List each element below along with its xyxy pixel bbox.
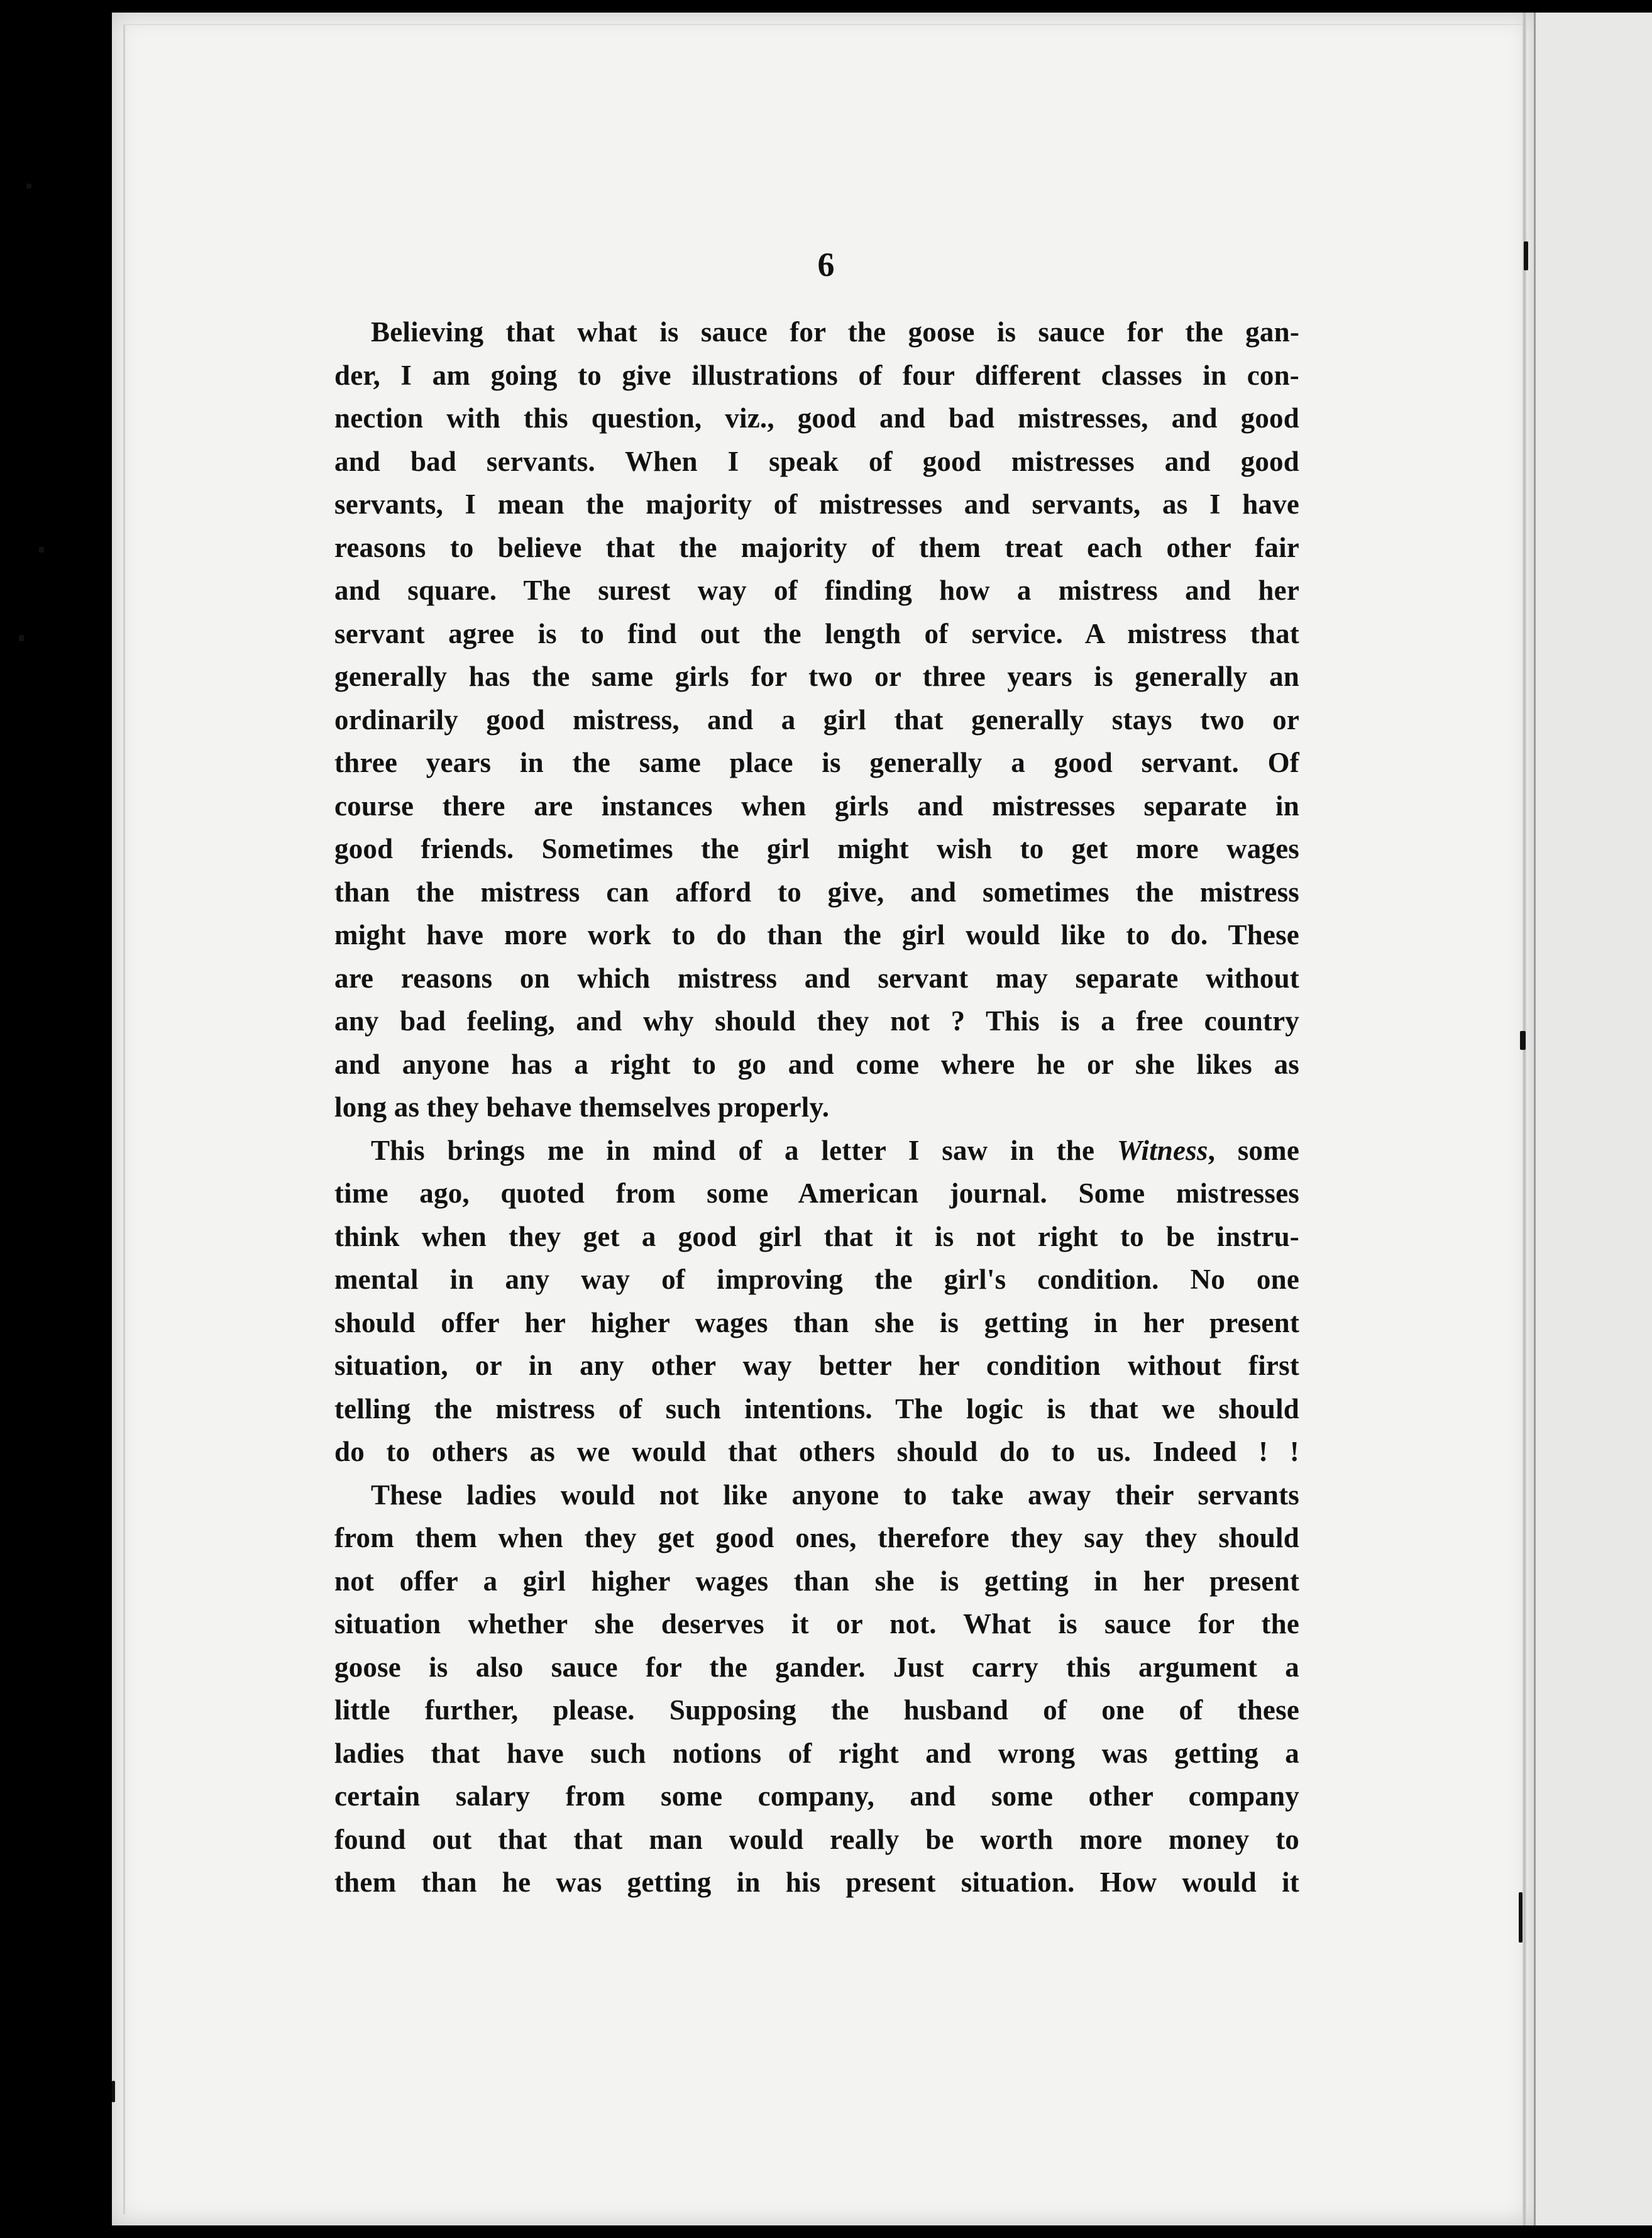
text-line: good friends. Sometimes the girl might wish to get more wages [334,833,1299,864]
paragraph-2 [334,1129,1299,1474]
text-line: ladies that have such notions of right and wrong was getting a [334,1737,1299,1769]
scan-speck [1520,1031,1526,1050]
text-line: telling the mistress of such intentions. The logic is that we should [334,1392,1299,1425]
text-line: servant agree is to find out the length of service. A mistress that [334,617,1299,649]
text-line: and square. The surest way of finding how a mistress and her [334,575,1299,606]
text-line: not offer a girl higher wages than she is getting in her present [334,1565,1299,1597]
text-line [334,1129,1299,1172]
text-line: might have more work to do than the girl would like to do. These [334,919,1299,951]
text-line: course there are instances when girls and mistresses separate in [334,790,1299,822]
text-line: little further, please. Supposing the husband of one of these [334,1694,1299,1726]
text-segment: This brings me in mind of a letter I saw in the [371,1134,1117,1166]
text-line: than the mistress can afford to give, and sometimes the mistress [334,876,1299,908]
scan-speck [112,2081,115,2102]
text-line: reasons to believe that the majority of them treat each other fair [334,531,1299,563]
newspaper-title: Witness [1116,1134,1208,1166]
scan-speck [26,184,31,189]
text-line: time ago, quoted from some American journal. Some mistresses [334,1177,1299,1209]
text-line: from them when they get good ones, therefore they say they should [334,1522,1299,1553]
page-fold [1523,13,1526,2225]
text-line: goose is also sauce for the gander. Just carry this argument a [334,1651,1299,1683]
text-line: and anyone has a right to go and come where he or she likes as [334,1048,1299,1080]
paragraph-1 [334,311,1299,1129]
text-line: situation, or in any other way better her condition without first [334,1350,1299,1381]
text-line: der, I am going to give illustrations of four different classes in con- [334,359,1299,391]
scan-speck [19,635,24,641]
scan-speck [39,547,44,553]
body-text [334,311,1299,1904]
text-line: nection with this question, viz., good and bad mistresses, and good [334,402,1299,434]
text-line: found out that that man would really be worth more money to [334,1823,1299,1855]
text-line: Believing that what is sauce for the goose is sauce for the gan- [371,316,1299,348]
text-line: do to others as we would that others should do to us. Indeed ! ! [334,1436,1299,1467]
scan-speck [1519,1892,1523,1943]
text-line: servants, I mean the majority of mistresses and servants, as I have [334,488,1299,520]
page-number: 6 [817,246,835,284]
text-line: and bad servants. When I speak of good mistresses and good [334,445,1299,477]
paragraph-3 [334,1474,1299,1904]
text-line: situation whether she deserves it or not. What is sauce for the [334,1608,1299,1640]
text-line: certain salary from some company, and some other company [334,1780,1299,1812]
text-segment: , some [1208,1134,1299,1166]
text-line: three years in the same place is generally a good servant. Of [334,747,1299,778]
adjacent-page-edge [1534,13,1652,2225]
text-line: are reasons on which mistress and servant may separate without [334,962,1299,994]
text-line: long as they behave themselves properly. [334,1091,830,1123]
text-line: any bad feeling, and why should they not ? This is a free country [334,1005,1299,1037]
text-line: them than he was getting in his present situation. How would it [334,1866,1299,1898]
text-line: should offer her higher wages than she is getting in her present [334,1306,1299,1338]
text-line: think when they get a good girl that it is not right to be instru- [334,1220,1299,1252]
text-line: mental in any way of improving the girl's condition. No one [334,1264,1299,1295]
text-line: These ladies would not like anyone to take away their servants [371,1479,1299,1511]
text-line: generally has the same girls for two or three years is generally an [334,661,1299,692]
text-line: ordinarily good mistress, and a girl that generally stays two or [334,703,1299,736]
